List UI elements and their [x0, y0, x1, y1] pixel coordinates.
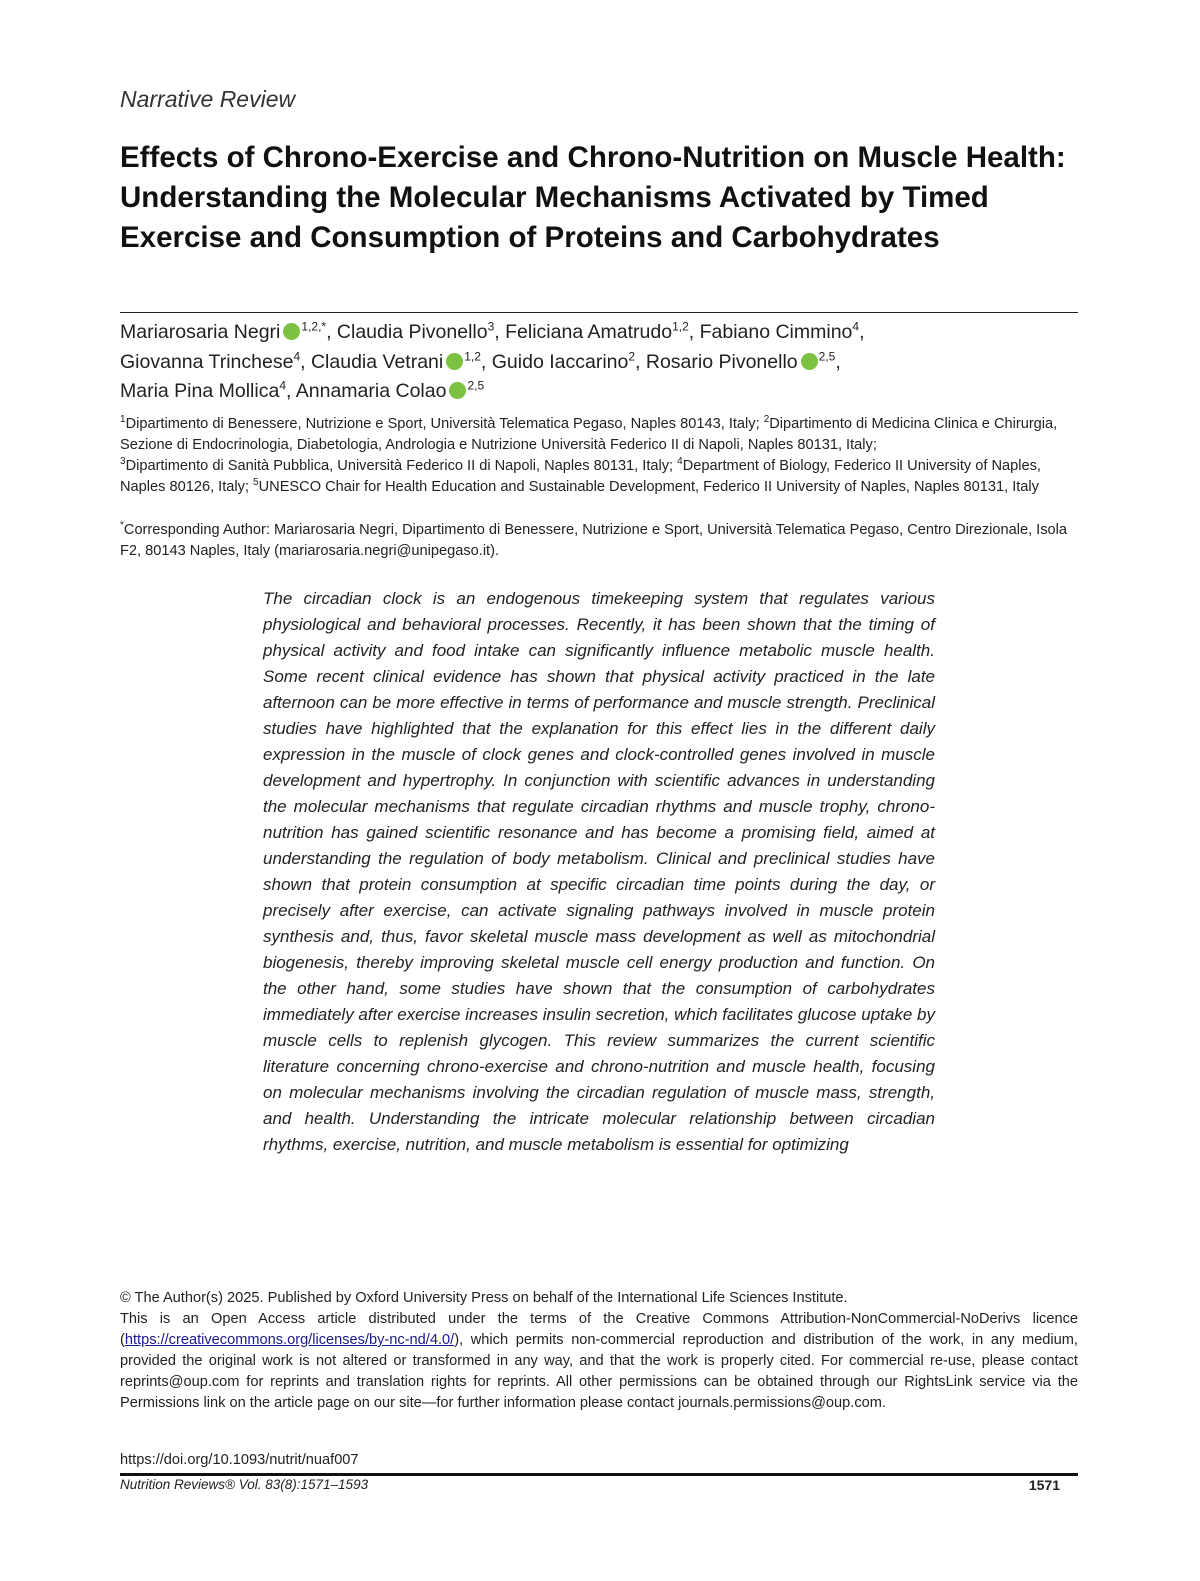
- article-title: Effects of Chrono-Exercise and Chrono-Nutrition on Muscle Health: Understanding the Molecular Mechanisms Activated by Timed Exercise and Consumption of Proteins and Carbohydrates: [120, 141, 1066, 254]
- title-divider: [120, 312, 1078, 313]
- license-text: This is an Open Access article distributed under the terms of the Creative Commons Attribution-NonCommercial-NoDerivs licence (https://creativecommons.org/licenses/by-nc-nd/4.0/), which permits non-commercial reproduction and distribution of the work, in any medium, provided the original work is not altered or transformed in any way, and that the work is properly cited. For commercial re-use, please contact reprints@oup.com for reprints and translation rights for reprints. All other permissions can be obtained through our RightsLink service via the Permissions link on the article page on our site—for further information please contact journals.permissions@oup.com.: [120, 1311, 1078, 1411]
- author-name: Guido Iaccarino: [491, 350, 629, 373]
- author-name: Maria Pina Mollica: [120, 380, 280, 402]
- affiliation-marker: 4: [677, 456, 683, 468]
- orcid-icon[interactable]: [283, 323, 300, 340]
- author: Rosario Pivonello $^{2,5}$,: [645, 349, 841, 373]
- author: Giovanna Trinchese$^4$,: [120, 349, 311, 373]
- corresponding-author: [120, 520, 1078, 562]
- orcid-icon[interactable]: [449, 382, 466, 399]
- author-affiliation-marker: 1,2: [464, 349, 481, 363]
- author: Feliciana Amatrudo$^{1,2}$,: [505, 319, 700, 343]
- affiliation-marker: 5: [253, 477, 259, 489]
- affiliation-marker: 2: [763, 414, 770, 426]
- affiliation-marker: 1: [120, 414, 126, 426]
- author: Maria Pina Mollica$^4$,: [120, 378, 296, 402]
- author-affiliation-marker: 4: [852, 319, 860, 334]
- doi-link[interactable]: https://doi.org/10.1093/nutrit/nuaf007: [120, 1452, 359, 1468]
- article-page: [120, 0, 1078, 1581]
- license-notice: [120, 1288, 1078, 1414]
- footer-divider: [120, 1473, 1078, 1476]
- author-affiliation-marker: 2,5: [818, 349, 836, 363]
- affiliations: [120, 414, 1078, 498]
- author-affiliation-marker: 4: [293, 349, 301, 363]
- affiliation-text: Dipartimento di Benessere, Nutrizione e Sport, Università Telematica Pegaso, Naples 80143, Italy;: [125, 416, 764, 432]
- author: Claudia Vetrani $^{1,2}$,: [310, 349, 492, 373]
- orcid-icon[interactable]: [801, 353, 818, 370]
- affiliation-marker: 3: [120, 456, 126, 468]
- author-name: Feliciana Amatrudo: [505, 321, 673, 343]
- journal-citation: Nutrition Reviews® Vol. 83(8):1571–1593: [120, 1477, 369, 1492]
- author-affiliation-marker: 1,2: [672, 319, 689, 334]
- author: Mariarosaria Negri $^{1,2,*}$,: [120, 319, 337, 343]
- corresponding-text: Corresponding Author: Mariarosaria Negri, Dipartimento di Benessere, Nutrizione e Sport, Università Telematica Pegaso, Centro Direzionale, Isola F2, 80143 Naples, Italy (mariarosaria.negri@unipegaso.it).: [120, 522, 1068, 559]
- author-affiliation-marker: 3: [487, 319, 495, 334]
- author-name: Claudia Vetrani: [310, 350, 444, 373]
- author-name: Claudia Pivonello: [336, 321, 488, 343]
- author-name: Annamaria Colao: [295, 380, 447, 402]
- author-name: Rosario Pivonello: [645, 350, 798, 373]
- license-link[interactable]: https://creativecommons.org/licenses/by-nc-nd/4.0/: [124, 1332, 455, 1348]
- author-affiliation-marker: 2: [628, 349, 636, 363]
- author: [296, 380, 484, 402]
- copyright-line: © The Author(s) 2025. Published by Oxford University Press on behalf of the International Life Sciences Institute.: [120, 1290, 848, 1306]
- affiliation-text: Dipartimento di Sanità Pubblica, Università Federico II di Napoli, Naples 80131, Italy;: [125, 458, 678, 474]
- author: Guido Iaccarino$^2$,: [491, 349, 646, 373]
- affiliation-text: Department of Biology, Federico II University of Naples, Naples 80126, Italy;: [120, 458, 1041, 495]
- author: Fabiano Cimmino$^4$,: [699, 319, 865, 343]
- article-type-label: Narrative Review: [120, 86, 296, 112]
- author: Claudia Pivonello$^3$,: [336, 319, 506, 343]
- author-affiliation-marker: 2,5: [467, 378, 485, 393]
- author-name: Giovanna Trinchese: [120, 350, 294, 373]
- page-number: 1571: [1028, 1477, 1060, 1493]
- author-name: Mariarosaria Negri: [120, 321, 281, 343]
- author-name: Fabiano Cimmino: [699, 321, 853, 343]
- affiliation-text: Dipartimento di Medicina Clinica e Chirurgia, Sezione di Endocrinologia, Diabetologia, Andrologia e Nutrizione Università Federico II di Napoli, Naples 80131, Italy;: [120, 416, 1058, 453]
- affiliation-text: UNESCO Chair for Health Education and Sustainable Development, Federico II University of Naples, Naples 80131, Italy: [258, 479, 1039, 495]
- author-list: [120, 318, 1078, 407]
- abstract-text: The circadian clock is an endogenous timekeeping system that regulates various physiological and behavioral processes. Recently, it has been shown that the timing of physical activity and food intake can significantly influence metabolic muscle health. Some recent clinical evidence has shown that physical activity practiced in the late afternoon can be more effective in terms of performance and muscle strength. Preclinical studies have highlighted that the explanation for this effect lies in the different daily expression in the muscle of clock genes and clock-controlled genes involved in muscle development and hypertrophy. In conjunction with scientific advances in understanding the molecular mechanisms that regulate circadian rhythms and muscle trophy, chrono-nutrition has gained scientific resonance and has become a promising field, aimed at understanding the regulation of body metabolism. Clinical and preclinical studies have shown that protein consumption at specific circadian time points during the day, or precisely after exercise, can activate signaling pathways involved in muscle protein synthesis and, thus, favor skeletal muscle mass development as well as mitochondrial biogenesis, thereby improving skeletal muscle cell energy production and function. On the other hand, some studies have shown that the consumption of carbohydrates immediately after exercise increases insulin secretion, which facilitates glucose uptake by muscle cells to replenish glycogen. This review summarizes the current scientific literature concerning chrono-exercise and chrono-nutrition and muscle health, focusing on molecular mechanisms involving the circadian regulation of muscle mass, strength, and health. Understanding the intricate molecular relationship between circadian rhythms, exercise, nutrition, and muscle metabolism is essential for optimizing: [263, 589, 935, 1154]
- orcid-icon[interactable]: [446, 353, 463, 370]
- corresponding-marker: *: [120, 520, 124, 532]
- author-affiliation-marker: 4: [279, 378, 286, 393]
- author-affiliation-marker: 1,2,*: [301, 319, 327, 334]
